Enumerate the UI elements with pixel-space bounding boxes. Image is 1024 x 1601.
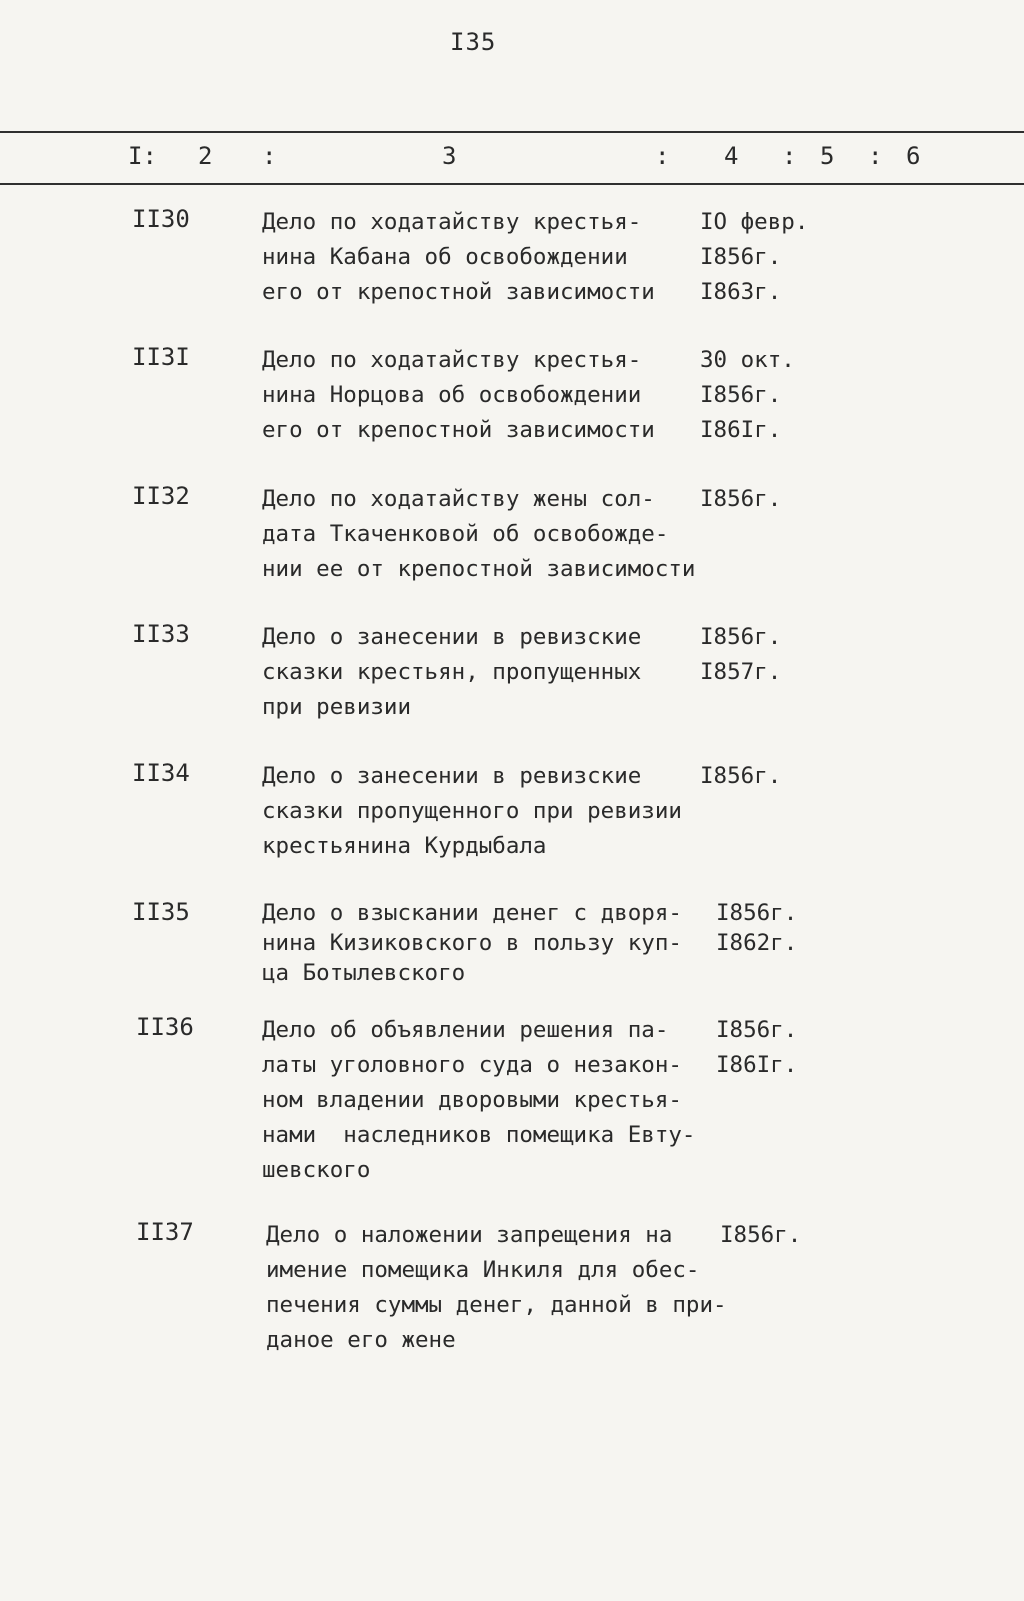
entry-number: II32 [132, 482, 190, 510]
description-line: Дело по ходатайству крестья- [262, 347, 642, 373]
entry-dates [716, 1013, 797, 1083]
entry-dates [700, 620, 781, 690]
description-line: имение помещика Инкиля для обес- [266, 1257, 700, 1283]
entry-dates [700, 759, 781, 794]
entry-number: II36 [136, 1013, 194, 1041]
column-header-3: 3 [442, 142, 457, 170]
entry-description [262, 205, 655, 310]
description-line: Дело о взыскании денег с дворя- [262, 900, 682, 926]
column-header-5: 5 [820, 142, 835, 170]
description-line: шевского [262, 1157, 371, 1183]
date-line: 30 окт. [700, 347, 795, 373]
date-line: I862г. [716, 930, 798, 956]
date-line: I856г. [716, 900, 798, 926]
column-header-2: 2 [198, 142, 213, 170]
description-line: сказки крестьян, пропущенных [262, 659, 642, 685]
description-line: нина Кабана об освобождении [262, 244, 628, 270]
description-line: его от крепостной зависимости [262, 417, 655, 443]
description-line: Дело по ходатайству жены сол- [262, 486, 655, 512]
column-separator: : [782, 142, 797, 170]
entry-description [262, 1013, 695, 1188]
column-header-4: 4 [724, 142, 739, 170]
date-line: I856г. [700, 244, 782, 270]
description-line: печения суммы денег, данной в при- [266, 1292, 727, 1318]
description-line: ном владении дворовыми крестья- [262, 1087, 682, 1113]
column-separator: : [262, 142, 277, 170]
date-line: I86Iг. [716, 1052, 798, 1078]
description-line: Дело о наложении запрещения на [266, 1222, 673, 1248]
date-line: I856г. [720, 1222, 802, 1248]
description-line: латы уголовного суда о незакон- [262, 1052, 682, 1078]
description-line: ца Ботылевского [262, 960, 466, 986]
entry-dates [700, 482, 781, 517]
column-header-6: 6 [906, 142, 921, 170]
date-line: I856г. [716, 1017, 798, 1043]
entry-dates [716, 898, 797, 958]
entry-number: II3I [132, 343, 190, 371]
entry-number: II34 [132, 759, 190, 787]
description-line: нии ее от крепостной зависимости [262, 556, 696, 582]
entry-description [266, 1218, 727, 1358]
date-line: I856г. [700, 624, 782, 650]
entry-dates [700, 205, 808, 310]
date-line: I856г. [700, 382, 782, 408]
column-separator: : [868, 142, 883, 170]
entry-description [262, 620, 641, 725]
page-number: I35 [450, 28, 497, 56]
date-line: I863г. [700, 279, 782, 305]
table-header-top-rule [0, 131, 1024, 133]
date-line: I86Iг. [700, 417, 782, 443]
description-line: при ревизии [262, 694, 412, 720]
date-line: IO февр. [700, 209, 809, 235]
description-line: Дело о занесении в ревизские [262, 763, 642, 789]
entry-number: II30 [132, 205, 190, 233]
description-line: Дело по ходатайству крестья- [262, 209, 642, 235]
description-line: Дело о занесении в ревизские [262, 624, 642, 650]
description-line: нина Кизиковского в пользу куп- [262, 930, 682, 956]
description-line: нами наследников помещика Евту- [262, 1122, 696, 1148]
description-line: крестьянина Курдыбала [262, 833, 547, 859]
description-line: дата Ткаченковой об освобожде- [262, 521, 669, 547]
entry-dates [700, 343, 795, 448]
date-line: I856г. [700, 763, 782, 789]
description-line: его от крепостной зависимости [262, 279, 655, 305]
entry-number: II35 [132, 898, 190, 926]
entry-description [262, 759, 682, 864]
description-line: нина Норцова об освобождении [262, 382, 642, 408]
column-header-1: I: [128, 142, 157, 170]
table-header-bottom-rule [0, 183, 1024, 185]
entry-description [262, 482, 695, 587]
entry-dates [720, 1218, 801, 1253]
entry-description [262, 343, 655, 448]
description-line: Дело об объявлении решения па- [262, 1017, 669, 1043]
description-line: даное его жене [266, 1327, 456, 1353]
date-line: I857г. [700, 659, 782, 685]
entry-number: II33 [132, 620, 190, 648]
entry-description [262, 898, 682, 988]
column-separator: : [655, 142, 670, 170]
entry-number: II37 [136, 1218, 194, 1246]
description-line: сказки пропущенного при ревизии [262, 798, 682, 824]
date-line: I856г. [700, 486, 782, 512]
